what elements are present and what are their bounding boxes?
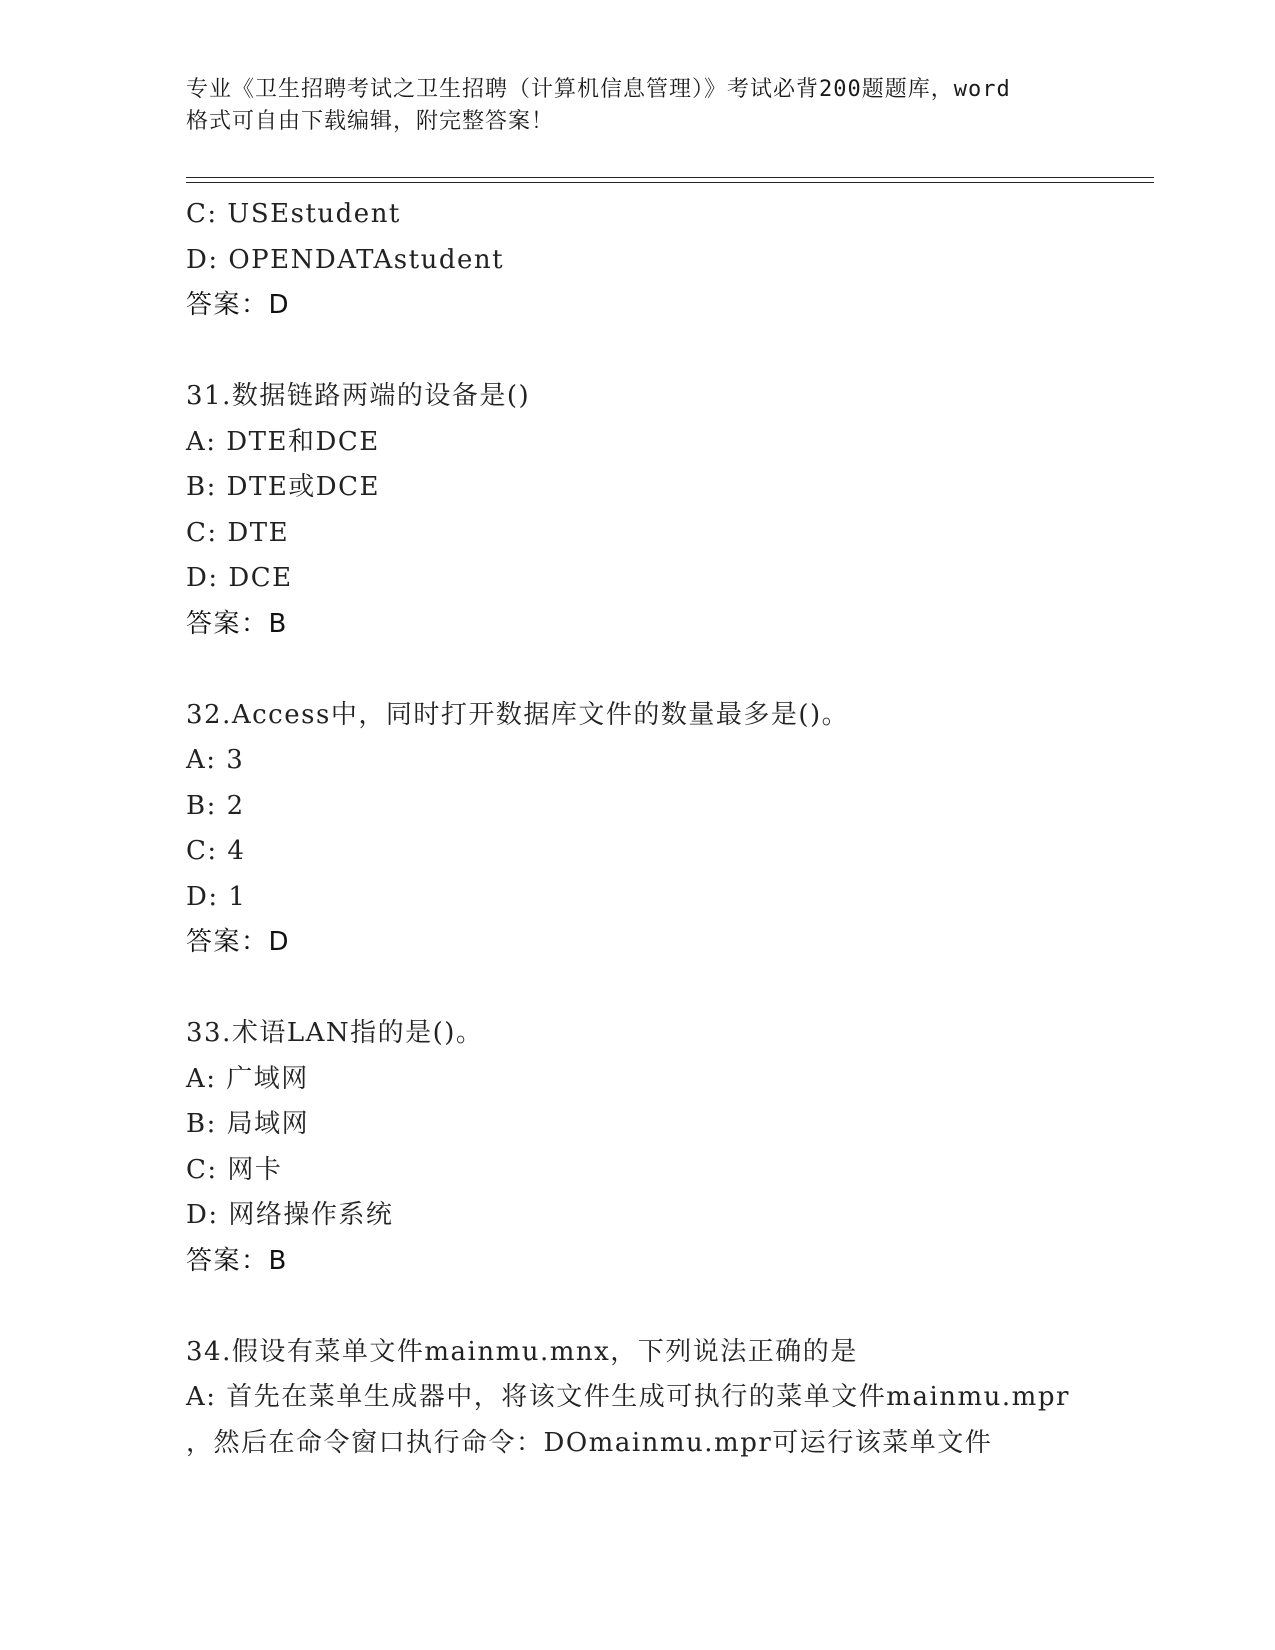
- option-b: B: 2: [186, 790, 245, 821]
- spacer: [186, 966, 1154, 1012]
- answer-line: 答案：D: [186, 290, 291, 320]
- question-text: 32.Access中，同时打开数据库文件的数量最多是()。: [186, 699, 850, 730]
- question-block-31: [186, 374, 1154, 647]
- option-a-line-1: A: 首先在菜单生成器中，将该文件生成可执行的菜单文件mainmu.mpr: [186, 1382, 1070, 1412]
- answer-line: 答案：D: [186, 927, 291, 957]
- question-block-32: [186, 693, 1154, 966]
- option-c: C: 4: [186, 836, 246, 866]
- spacer: [186, 1284, 1154, 1330]
- question-list: [186, 192, 1154, 1466]
- option-a: A: 广域网: [186, 1063, 309, 1094]
- option-d: D: DCE: [186, 563, 293, 593]
- option-b: B: 局域网: [186, 1109, 310, 1139]
- option-d: D: 网络操作系统: [186, 1200, 394, 1230]
- option-c: C: DTE: [186, 517, 290, 548]
- option-c: C: USEstudent: [186, 199, 401, 229]
- answer-line: 答案：B: [186, 608, 288, 639]
- header-title-line-1: 专业《卫生招聘考试之卫生招聘（计算机信息管理）》考试必背200题题库，word: [186, 77, 1011, 102]
- question-block-34: [186, 1330, 1154, 1467]
- option-c: C: 网卡: [186, 1154, 283, 1185]
- option-a-line-2: ，然后在命令窗口执行命令：DOmainmu.mpr可运行该菜单文件: [186, 1427, 993, 1458]
- header-divider-bottom: [186, 182, 1154, 183]
- answer-line: 答案：B: [186, 1245, 288, 1276]
- header-title-line-2: 格式可自由下载编辑，附完整答案！: [186, 109, 555, 134]
- spacer: [186, 647, 1154, 693]
- question-text: 33.术语LAN指的是()。: [186, 1018, 484, 1048]
- spacer: [186, 329, 1154, 375]
- header-divider-top: [186, 177, 1154, 178]
- document-header: [186, 74, 1086, 138]
- option-d: D: 1: [186, 881, 247, 912]
- option-d: D: OPENDATAstudent: [186, 244, 505, 275]
- question-text: 34.假设有菜单文件mainmu.mnx，下列说法正确的是: [186, 1336, 858, 1367]
- option-a: A: DTE和DCE: [186, 426, 380, 457]
- question-block-33: [186, 1011, 1154, 1284]
- question-text: 31.数据链路两端的设备是(): [186, 381, 531, 411]
- option-b: B: DTE或DCE: [186, 472, 381, 502]
- question-block-prev: [186, 192, 1154, 329]
- option-a: A: 3: [186, 745, 245, 775]
